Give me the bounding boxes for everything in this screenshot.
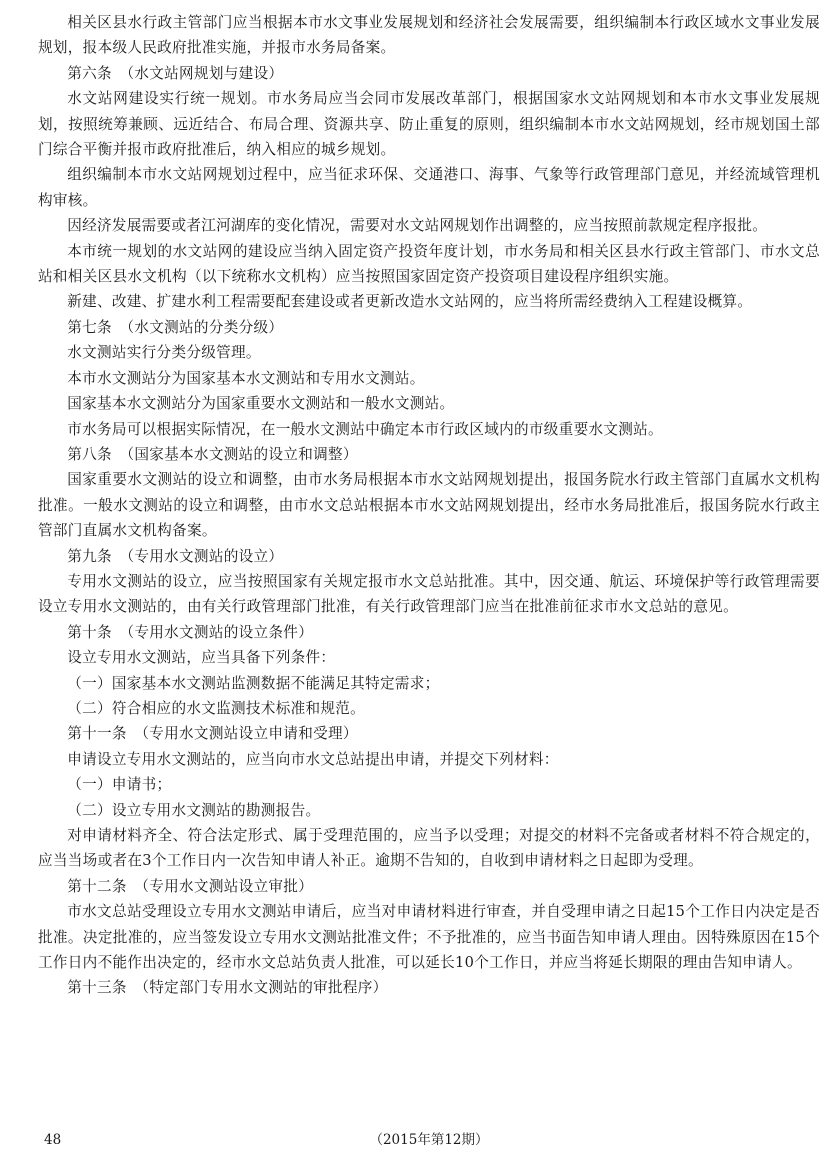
paragraph: （二）设立专用水文测站的勘测报告。 (67, 801, 321, 819)
document-body (38, 10, 820, 1001)
paragraph: 市水务局可以根据实际情况，在一般水文测站中确定本市行政区域内的市级重要水文测站。 (67, 420, 663, 438)
article-heading: 第七条 （水文测站的分类分级） (67, 318, 284, 336)
paragraph: （一）国家基本水文测站监测数据不能满足其特定需求； (67, 674, 440, 692)
paragraph: （一）申请书； (67, 776, 172, 794)
paragraph: 对申请材料齐全、符合法定形式、属于受理范围的，应当予以受理；对提交的材料不完备或者材料不符合规定的，应当当场或者在3个工作日内一次告知申请人补正。逾期不告知的，自收到申请材料之日起即为受理。 (38, 827, 820, 870)
paragraph: 组织编制本市水文站网规划过程中，应当征求环保、交通港口、海事、气象等行政管理部门意见，并经流域管理机构审核。 (38, 166, 820, 209)
paragraph: 国家基本水文测站分为国家重要水文测站和一般水文测站。 (67, 395, 455, 413)
paragraph: 国家重要水文测站的设立和调整，由市水务局根据本市水文站网规划提出，报国务院水行政主管部门直属水文机构批准。一般水文测站的设立和调整，由市水文总站根据本市水文站网规划提出，经市水务局批准后，报国务院水行政主管部门直属水文机构备案。 (38, 471, 820, 540)
article-heading: 第十一条 （专用水文测站设立申请和受理） (67, 725, 358, 743)
article-heading: 第六条 （水文站网规划与建设） (67, 64, 284, 82)
issue-label: （2015年第12期） (369, 1132, 489, 1148)
paragraph: 相关区县水行政主管部门应当根据本市水文事业发展规划和经济社会发展需要，组织编制本行政区域水文事业发展规划，报本级人民政府批准实施，并报市水务局备案。 (38, 14, 820, 57)
article-heading: 第十三条 （特定部门专用水文测站的审批程序） (67, 979, 388, 997)
article-heading: 第八条 （国家基本水文测站的设立和调整） (67, 445, 358, 463)
article-heading: 第十条 （专用水文测站的设立条件） (67, 623, 314, 641)
paragraph: 新建、改建、扩建水利工程需要配套建设或者更新改造水文站网的，应当将所需经费纳入工程建设概算。 (67, 293, 753, 311)
paragraph: 申请设立专用水文测站的，应当向市水文总站提出申请，并提交下列材料： (67, 750, 559, 768)
paragraph: 专用水文测站的设立，应当按照国家有关规定报市水文总站批准。其中，因交通、航运、环境保护等行政管理需要设立专用水文测站的，由有关行政管理部门批准，有关行政管理部门应当在批准前征求市水文总站的意见。 (38, 572, 820, 616)
paragraph: 水文站网建设实行统一规划。市水务局应当会同市发展改革部门，根据国家水文站网规划和本市水文事业发展规划，按照统筹兼顾、远近结合、布局合理、资源共享、防止重复的原则，组织编制本市水文站网规划，经市规划国土部门综合平衡并报市政府批准后，纳入相应的城乡规划。 (38, 90, 820, 159)
paragraph: （二）符合相应的水文监测技术标准和规范。 (67, 699, 366, 717)
paragraph: 市水文总站受理设立专用水文测站申请后，应当对申请材料进行审查，并自受理申请之日起15个工作日内决定是否批准。决定批准的，应当签发设立专用水文测站批准文件；不予批准的，应当书面告知申请人理由。因特殊原因在15个工作日内不能作出决定的，经市水文总站负责人批准，可以延长10个工作日，并应当将延长期限的理由告知申请人。 (38, 903, 820, 972)
paragraph: 本市水文测站分为国家基本水文测站和专用水文测站。 (67, 369, 425, 387)
paragraph: 因经济发展需要或者江河湖库的变化情况，需要对水文站网规划作出调整的，应当按照前款规定程序报批。 (67, 217, 768, 235)
paragraph: 本市统一规划的水文站网的建设应当纳入固定资产投资年度计划，市水务局和相关区县水行政主管部门、市水文总站和相关区县水文机构（以下统称水文机构）应当按照国家固定资产投资项目建设程序组织实施。 (38, 242, 820, 286)
article-heading: 第九条 （专用水文测站的设立） (67, 547, 284, 565)
article-heading: 第十二条 （专用水文测站设立审批） (67, 877, 314, 895)
paragraph: 设立专用水文测站，应当具备下列条件： (67, 649, 336, 667)
page-number: 48 (44, 1132, 62, 1148)
paragraph: 水文测站实行分类分级管理。 (67, 344, 261, 362)
